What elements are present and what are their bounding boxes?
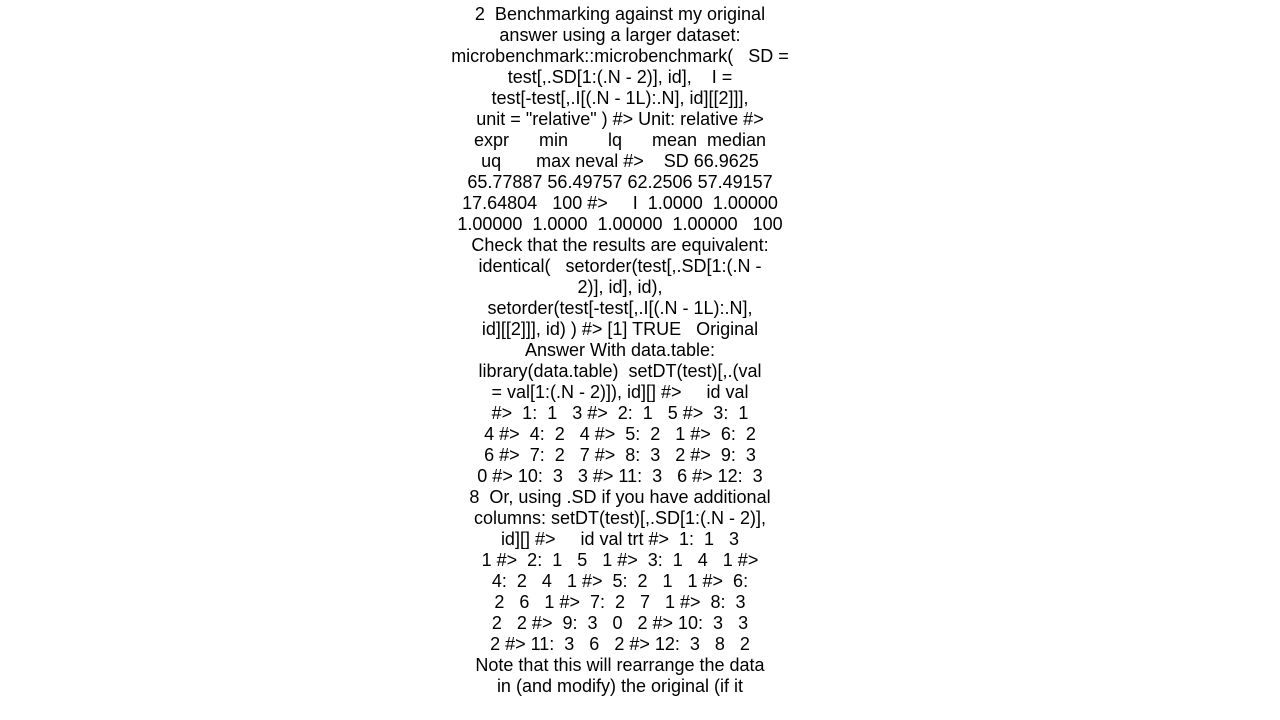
answer-text-column (450, 4, 790, 696)
text-line: Check that the results are equivalent: (471, 235, 769, 255)
text-line: 4 #> 4: 2 4 #> 5: 2 1 #> 6: 2 (484, 424, 756, 444)
text-line: 0 #> 10: 3 3 #> 11: 3 6 #> 12: 3 (477, 466, 763, 486)
text-line: 65.77887 56.49757 62.2506 57.49157 (467, 172, 773, 192)
text-line: 2 #> 11: 3 6 2 #> 12: 3 8 2 (490, 634, 750, 654)
text-line: #> 1: 1 3 #> 2: 1 5 #> 3: 1 (491, 403, 749, 423)
text-line: uq max neval #> SD 66.9625 (481, 151, 759, 171)
text-line: identical( setorder(test[,.SD[1:(.N - (478, 256, 762, 276)
text-line: test[,.SD[1:(.N - 2)], id], I = (507, 67, 733, 87)
text-line: Note that this will rearrange the data (475, 655, 765, 675)
text-line: 4: 2 4 1 #> 5: 2 1 1 #> 6: (491, 571, 749, 591)
text-line: id][[2]]], id) ) #> [1] TRUE Original (481, 319, 759, 339)
text-line: 2 2 #> 9: 3 0 2 #> 10: 3 3 (491, 613, 749, 633)
text-line: microbenchmark::microbenchmark( SD = (451, 46, 789, 66)
text-line: = val[1:(.N - 2)]), id][] #> id val (491, 382, 749, 402)
text-line: answer using a larger dataset: (499, 25, 741, 45)
text-line: in (and modify) the original (if it (496, 676, 744, 696)
text-line: 2 Benchmarking against my original (474, 4, 766, 24)
text-line: 17.64804 100 #> I 1.0000 1.00000 (462, 193, 778, 213)
text-line: 2)], id], id), (577, 277, 663, 297)
text-line: id][] #> id val trt #> 1: 1 3 (500, 529, 740, 549)
text-line: unit = "relative" ) #> Unit: relative #> (476, 109, 764, 129)
text-line: 1.00000 1.0000 1.00000 1.00000 100 (457, 214, 783, 234)
text-line: setorder(test[-test[,.I[(.N - 1L):.N], (487, 298, 753, 318)
text-line: 6 #> 7: 2 7 #> 8: 3 2 #> 9: 3 (484, 445, 756, 465)
text-line: expr min lq mean median (473, 130, 767, 150)
text-line: columns: setDT(test)[,.SD[1:(.N - 2)], (473, 508, 767, 528)
text-line: test[-test[,.I[(.N - 1L):.N], id][[2]]], (491, 88, 749, 108)
text-line: 8 Or, using .SD if you have additional (469, 487, 771, 507)
text-line: 1 #> 2: 1 5 1 #> 3: 1 4 1 #> (481, 550, 759, 570)
text-line: library(data.table) setDT(test)[,.(val (478, 361, 762, 381)
text-line: Answer With data.table: (524, 340, 716, 360)
text-line: 2 6 1 #> 7: 2 7 1 #> 8: 3 (494, 592, 746, 612)
